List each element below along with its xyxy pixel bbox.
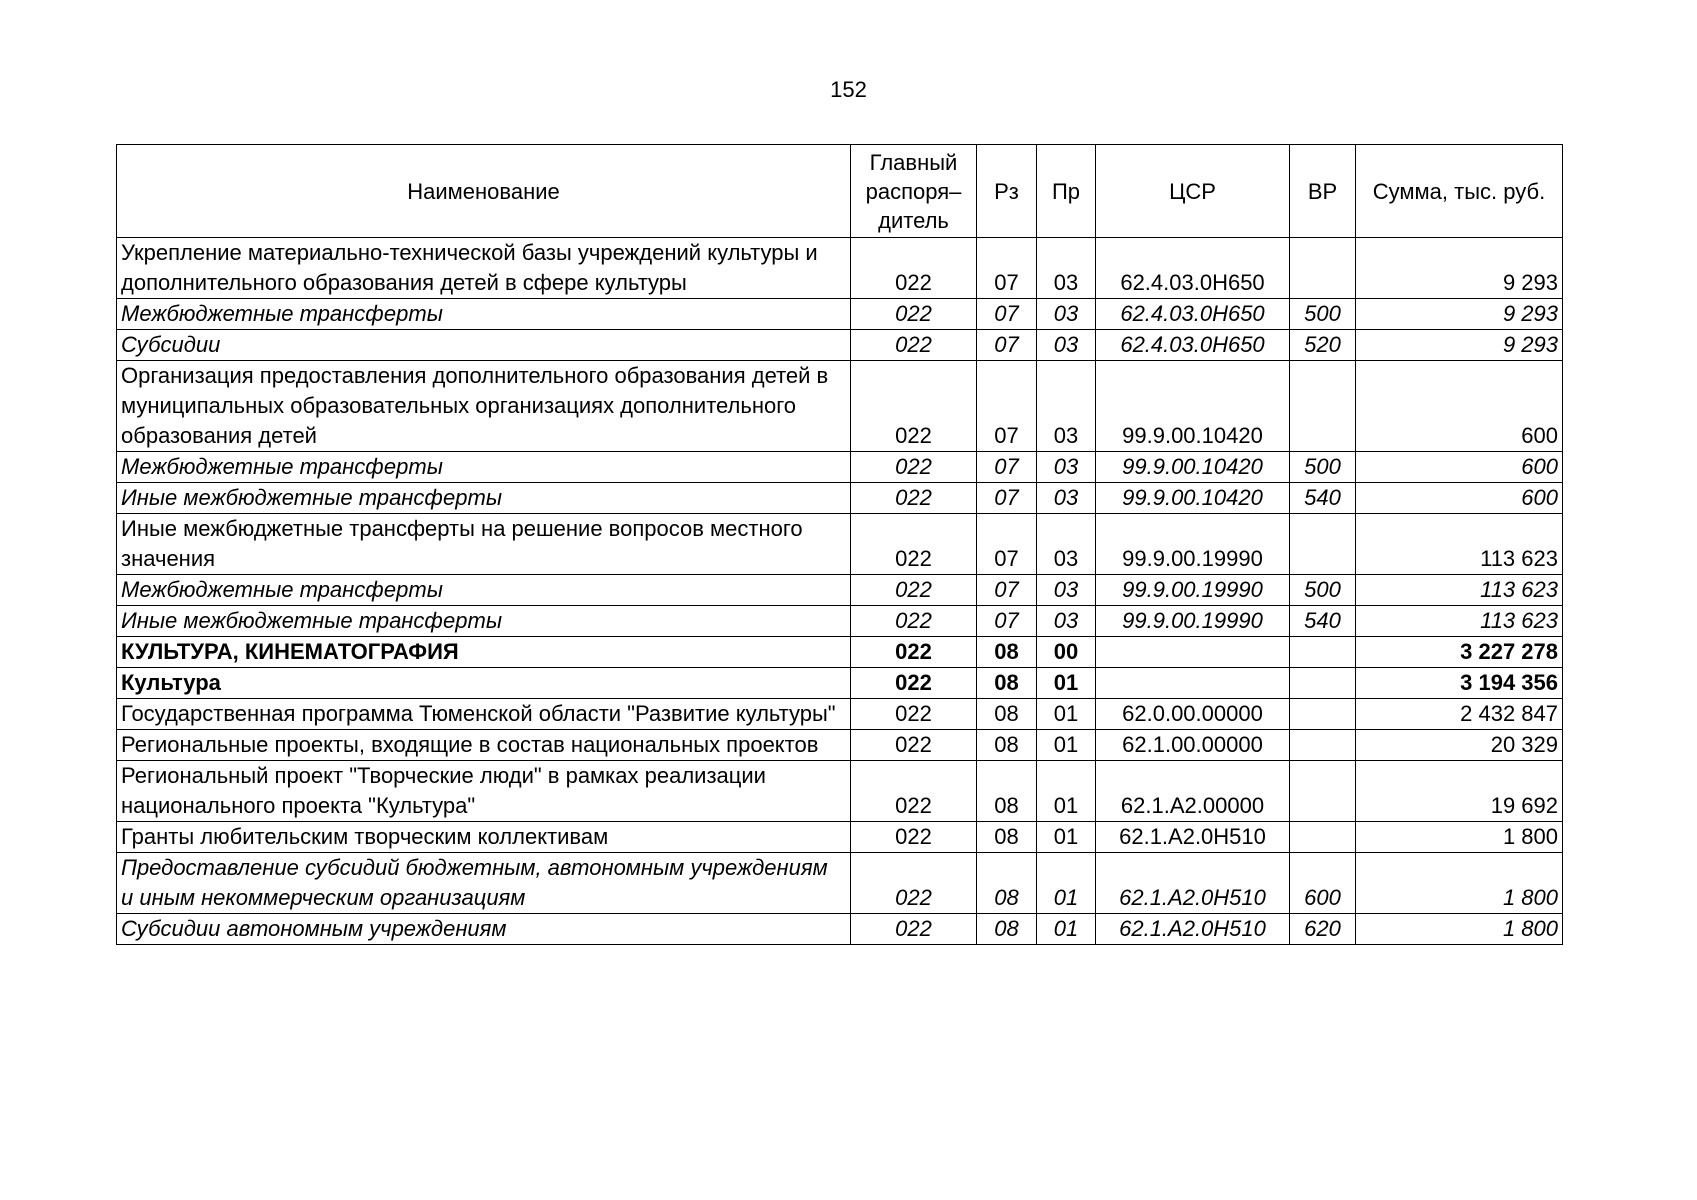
- row-section: 07: [977, 514, 1037, 575]
- row-subsection: 03: [1037, 330, 1096, 361]
- row-target-article: 62.1.А2.0Н510: [1096, 914, 1290, 945]
- row-name: Межбюджетные трансферты: [117, 452, 851, 483]
- row-section: 07: [977, 483, 1037, 514]
- row-section: 08: [977, 914, 1037, 945]
- header-expense-type: ВР: [1290, 145, 1356, 238]
- row-subsection: 03: [1037, 575, 1096, 606]
- row-chief-administrator: 022: [851, 299, 977, 330]
- row-chief-administrator: 022: [851, 914, 977, 945]
- table-row: [117, 914, 1563, 945]
- table-row: [117, 361, 1563, 452]
- row-amount: 1 800: [1356, 914, 1563, 945]
- row-expense-type: 500: [1290, 575, 1356, 606]
- row-target-article: 99.9.00.19990: [1096, 575, 1290, 606]
- row-chief-administrator: 022: [851, 514, 977, 575]
- row-target-article: 99.9.00.10420: [1096, 452, 1290, 483]
- row-amount: 600: [1356, 452, 1563, 483]
- row-section: 07: [977, 330, 1037, 361]
- row-subsection: 03: [1037, 606, 1096, 637]
- row-subsection: 01: [1037, 853, 1096, 914]
- row-chief-administrator: 022: [851, 238, 977, 299]
- row-expense-type: [1290, 668, 1356, 699]
- row-chief-administrator: 022: [851, 853, 977, 914]
- row-amount: 113 623: [1356, 514, 1563, 575]
- row-chief-administrator: 022: [851, 730, 977, 761]
- row-chief-administrator: 022: [851, 452, 977, 483]
- row-name: Иные межбюджетные трансферты на решение вопросов местного значения: [117, 514, 851, 575]
- row-chief-administrator: 022: [851, 761, 977, 822]
- row-subsection: 01: [1037, 761, 1096, 822]
- row-amount: 1 800: [1356, 853, 1563, 914]
- row-name: Межбюджетные трансферты: [117, 575, 851, 606]
- row-chief-administrator: 022: [851, 668, 977, 699]
- row-target-article: 99.9.00.10420: [1096, 361, 1290, 452]
- header-section: Рз: [977, 145, 1037, 238]
- header-target-article: ЦСР: [1096, 145, 1290, 238]
- row-name: Укрепление материально-технической базы учреждений культуры и дополнительного образования детей в сфере культуры: [117, 238, 851, 299]
- row-expense-type: 520: [1290, 330, 1356, 361]
- row-subsection: 01: [1037, 822, 1096, 853]
- row-expense-type: [1290, 822, 1356, 853]
- row-target-article: 62.4.03.0Н650: [1096, 238, 1290, 299]
- table-row: [117, 452, 1563, 483]
- row-section: 07: [977, 452, 1037, 483]
- row-target-article: 62.1.А2.0Н510: [1096, 853, 1290, 914]
- row-amount: 2 432 847: [1356, 699, 1563, 730]
- row-name: Региональный проект "Творческие люди" в рамках реализации национального проекта "Культура": [117, 761, 851, 822]
- row-amount: 9 293: [1356, 330, 1563, 361]
- row-target-article: 99.9.00.19990: [1096, 514, 1290, 575]
- row-section: 07: [977, 575, 1037, 606]
- row-expense-type: 540: [1290, 483, 1356, 514]
- row-expense-type: [1290, 238, 1356, 299]
- table-row: [117, 730, 1563, 761]
- row-name: Субсидии автономным учреждениям: [117, 914, 851, 945]
- row-section: 08: [977, 761, 1037, 822]
- row-chief-administrator: 022: [851, 575, 977, 606]
- row-expense-type: [1290, 514, 1356, 575]
- row-name: Иные межбюджетные трансферты: [117, 606, 851, 637]
- page-number: 152: [830, 77, 867, 102]
- row-section: 07: [977, 238, 1037, 299]
- row-subsection: 01: [1037, 699, 1096, 730]
- row-subsection: 01: [1037, 730, 1096, 761]
- row-subsection: 03: [1037, 238, 1096, 299]
- row-target-article: 62.4.03.0Н650: [1096, 299, 1290, 330]
- table-row: [117, 853, 1563, 914]
- table-row: [117, 822, 1563, 853]
- row-expense-type: [1290, 730, 1356, 761]
- table-row: [117, 299, 1563, 330]
- row-section: 07: [977, 299, 1037, 330]
- row-chief-administrator: 022: [851, 699, 977, 730]
- row-chief-administrator: 022: [851, 822, 977, 853]
- row-amount: 19 692: [1356, 761, 1563, 822]
- row-chief-administrator: 022: [851, 361, 977, 452]
- row-amount: 20 329: [1356, 730, 1563, 761]
- row-expense-type: 620: [1290, 914, 1356, 945]
- row-expense-type: 500: [1290, 452, 1356, 483]
- row-section: 08: [977, 853, 1037, 914]
- row-amount: 600: [1356, 483, 1563, 514]
- row-target-article: 62.0.00.00000: [1096, 699, 1290, 730]
- row-section: 08: [977, 730, 1037, 761]
- row-target-article: [1096, 668, 1290, 699]
- row-expense-type: [1290, 699, 1356, 730]
- row-target-article: 62.1.А2.00000: [1096, 761, 1290, 822]
- row-target-article: 62.1.00.00000: [1096, 730, 1290, 761]
- row-name: КУЛЬТУРА, КИНЕМАТОГРАФИЯ: [117, 637, 851, 668]
- row-expense-type: 540: [1290, 606, 1356, 637]
- row-subsection: 03: [1037, 452, 1096, 483]
- table-row: [117, 606, 1563, 637]
- row-subsection: 03: [1037, 483, 1096, 514]
- row-target-article: 62.4.03.0Н650: [1096, 330, 1290, 361]
- row-name: Предоставление субсидий бюджетным, автономным учреждениям и иным некоммерческим организациям: [117, 853, 851, 914]
- header-amount: Сумма, тыс. руб.: [1356, 145, 1563, 238]
- row-name: Межбюджетные трансферты: [117, 299, 851, 330]
- row-amount: 113 623: [1356, 575, 1563, 606]
- header-subsection: Пр: [1037, 145, 1096, 238]
- table-row: [117, 761, 1563, 822]
- row-subsection: 03: [1037, 361, 1096, 452]
- table-row: [117, 699, 1563, 730]
- row-amount: 9 293: [1356, 238, 1563, 299]
- table-row: [117, 483, 1563, 514]
- row-target-article: 62.1.А2.0Н510: [1096, 822, 1290, 853]
- row-name: Государственная программа Тюменской области "Развитие культуры": [117, 699, 851, 730]
- row-target-article: [1096, 637, 1290, 668]
- row-amount: 113 623: [1356, 606, 1563, 637]
- budget-table: [116, 144, 1563, 945]
- row-target-article: 99.9.00.19990: [1096, 606, 1290, 637]
- table-row: [117, 668, 1563, 699]
- row-expense-type: [1290, 637, 1356, 668]
- row-amount: 1 800: [1356, 822, 1563, 853]
- row-name: Гранты любительским творческим коллективам: [117, 822, 851, 853]
- row-subsection: 03: [1037, 514, 1096, 575]
- row-chief-administrator: 022: [851, 637, 977, 668]
- header-name: Наименование: [117, 145, 851, 238]
- table-row: [117, 514, 1563, 575]
- row-name: Культура: [117, 668, 851, 699]
- row-section: 08: [977, 822, 1037, 853]
- row-section: 08: [977, 668, 1037, 699]
- row-expense-type: 500: [1290, 299, 1356, 330]
- row-target-article: 99.9.00.10420: [1096, 483, 1290, 514]
- table-row: [117, 330, 1563, 361]
- row-chief-administrator: 022: [851, 606, 977, 637]
- row-name: Субсидии: [117, 330, 851, 361]
- table-row: [117, 238, 1563, 299]
- row-chief-administrator: 022: [851, 483, 977, 514]
- row-subsection: 00: [1037, 637, 1096, 668]
- table-header-row: [117, 145, 1563, 238]
- row-subsection: 03: [1037, 299, 1096, 330]
- row-expense-type: [1290, 761, 1356, 822]
- row-amount: 3 194 356: [1356, 668, 1563, 699]
- row-name: Региональные проекты, входящие в состав национальных проектов: [117, 730, 851, 761]
- row-amount: 3 227 278: [1356, 637, 1563, 668]
- row-expense-type: 600: [1290, 853, 1356, 914]
- header-chief-administrator: Главный распоря– дитель: [851, 145, 977, 238]
- table-row: [117, 575, 1563, 606]
- row-section: 08: [977, 637, 1037, 668]
- table-row: [117, 637, 1563, 668]
- row-amount: 600: [1356, 361, 1563, 452]
- row-expense-type: [1290, 361, 1356, 452]
- row-section: 07: [977, 361, 1037, 452]
- row-section: 08: [977, 699, 1037, 730]
- row-name: Иные межбюджетные трансферты: [117, 483, 851, 514]
- row-subsection: 01: [1037, 668, 1096, 699]
- row-subsection: 01: [1037, 914, 1096, 945]
- row-chief-administrator: 022: [851, 330, 977, 361]
- row-amount: 9 293: [1356, 299, 1563, 330]
- row-name: Организация предоставления дополнительного образования детей в муниципальных образовательных организациях дополнительного образования детей: [117, 361, 851, 452]
- row-section: 07: [977, 606, 1037, 637]
